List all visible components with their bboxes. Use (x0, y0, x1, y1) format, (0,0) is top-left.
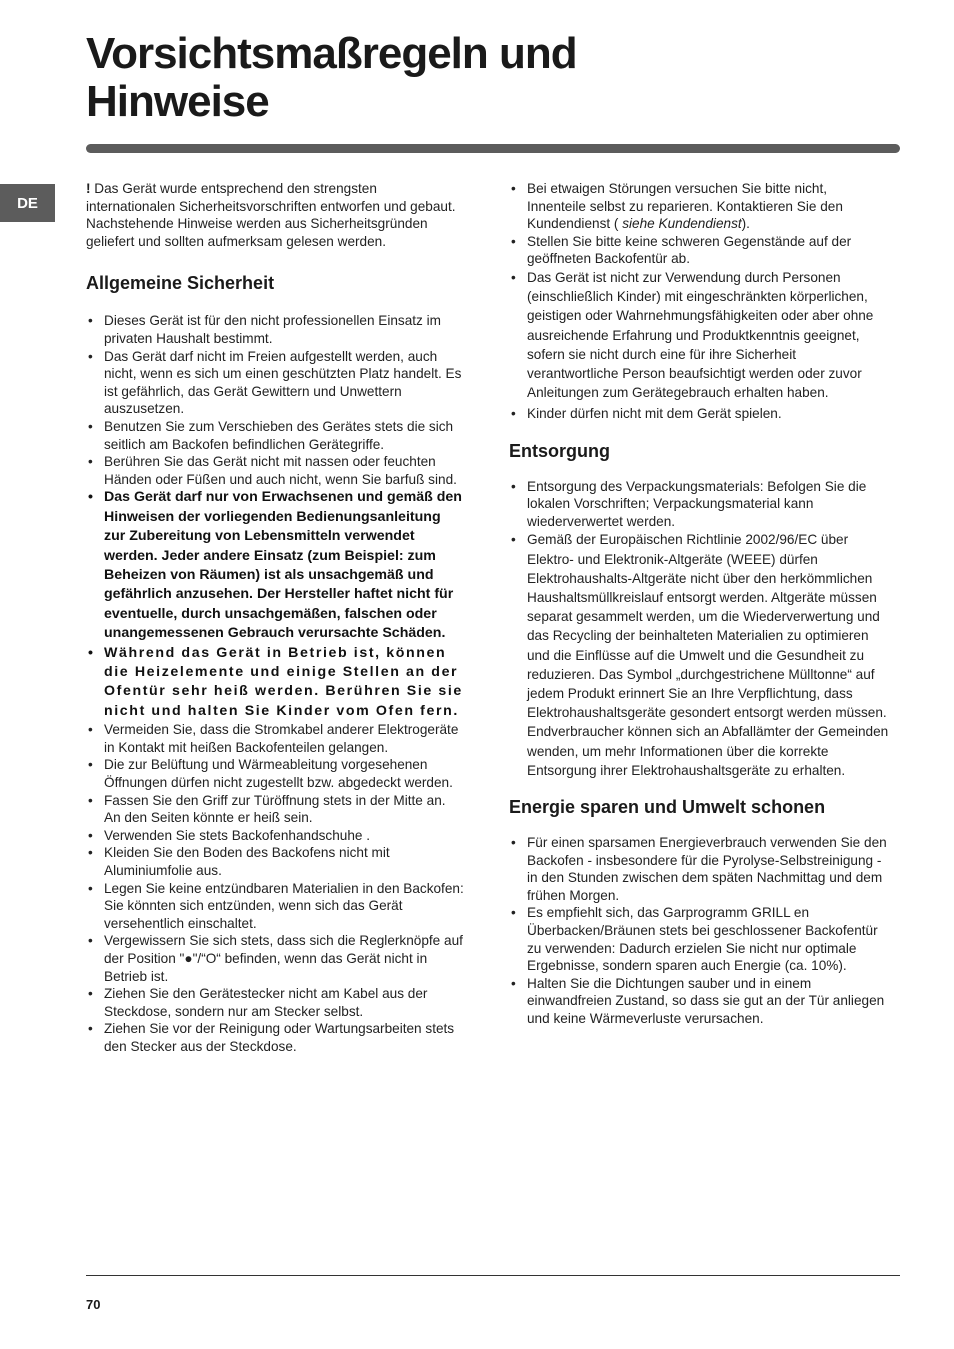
list-item-text: ). (741, 216, 750, 232)
list-item: • Kinder dürfen nicht mit dem Gerät spielen. (509, 404, 889, 423)
list-item: • Berühren Sie das Gerät nicht mit nassen oder feuchten Händen oder Füßen und auch nicht, wenn Sie barfuß sind. (86, 453, 464, 488)
energie-list (509, 834, 889, 1028)
list-item: • Fassen Sie den Griff zur Türöffnung stets in der Mitte an. An den Seiten könnte er heiß sein. (86, 792, 464, 827)
list-item: • Benutzen Sie zum Verschieben des Gerätes stets die sich seitlich am Backofen befindlichen Gerätegriffe. (86, 418, 464, 453)
title-divider (86, 144, 900, 153)
page-number: 70 (86, 1297, 101, 1312)
safety-list-continued (509, 180, 889, 424)
entsorgung-list (509, 478, 889, 780)
title-line-2: Hinweise (86, 77, 269, 126)
list-item: • Stellen Sie bitte keine schweren Gegenstände auf der geöffneten Backofentür ab. (509, 233, 889, 268)
list-item-bold: • Während das Gerät in Betrieb ist, können die Heizelemente und einige Stellen an der Ofentür sehr heiß werden. Berühren Sie sie nicht und halten Sie Kinder vom Ofen fern. (86, 644, 464, 722)
list-item: • Für einen sparsamen Energieverbrauch verwenden Sie den Backofen - insbesondere für die Pyrolyse-Selbstreinigung - in den Stunden zwischen dem späten Nachmittag und dem frühen Morgen. (509, 834, 889, 904)
language-tab: DE (0, 184, 55, 222)
title-line-1: Vorsichtsmaßregeln und (86, 29, 577, 78)
list-item: • Das Gerät ist nicht zur Verwendung durch Personen (einschließlich Kinder) mit eingeschränkten körperlichen, geistigen oder Wahrnehmungsfähigkeiten oder aber ohne ausreichende Erfahrung und Produktkenntnis geeignet, sofern sie nicht durch eine für ihre Sicherheit verantwortliche Person beaufsichtigt werden oder zuvor Anleitungen zum Gerätegebrauch erhalten haben. (509, 268, 889, 402)
heading-allgemeine-sicherheit: Allgemeine Sicherheit (86, 273, 275, 294)
list-item-continuation: Endverbraucher können sich an Abfallämter der Gemeinden wenden, um mehr Informationen über die korrekte Entsorgung ihrer Elektrohaushaltsgeräte zu erhalten. (527, 724, 889, 778)
list-item: • Gemäß der Europäischen Richtlinie 2002/96/EC über Elektro- und Elektronik-Altgeräte (WEEE) dürfen Elektrohaushalts-Altgeräte nicht über den herkömmlichen Haushaltsmüllkreislauf entsorgt werden. Altgeräte müssen separat gesammelt werden, um die Wiederverwertung und das Recycling der beinhalteten Materialien zu optimieren und die Einflüsse auf die Umwelt und die Gesundheit zu reduzieren. Das Symbol „durchgestrichene Mülltonne“ auf jedem Produkt erinnert Sie an Ihre Verpflichtung, dass Elektrohaushaltsgeräte gesondert entsorgt werden müssen. (509, 530, 889, 722)
right-column (509, 180, 889, 1028)
list-item: • Die zur Belüftung und Wärmeableitung vorgesehenen Öffnungen dürfen nicht zugestellt bzw. abgedeckt werden. (86, 756, 464, 791)
list-item: • Ziehen Sie den Gerätestecker nicht am Kabel aus der Steckdose, sondern nur am Stecker selbst. (86, 985, 464, 1020)
list-item: • Dieses Gerät ist für den nicht professionellen Einsatz im privaten Haushalt bestimmt. (86, 312, 464, 347)
list-item: • Halten Sie die Dichtungen sauber und in einem einwandfreien Zustand, so dass sie gut an der Tür anliegen und keine Wärmeverluste verursachen. (509, 975, 889, 1028)
list-item: • Legen Sie keine entzündbaren Materialien in den Backofen: Sie könnten sich entzünden, wenn sich das Gerät versehentlich einschaltet. (86, 880, 464, 933)
list-item: • Vermeiden Sie, dass die Stromkabel anderer Elektrogeräte in Kontakt mit heißen Backofenteilen gelangen. (86, 721, 464, 756)
list-item-bold: • Das Gerät darf nur von Erwachsenen und gemäß den Hinweisen der vorliegenden Bedienungsanleitung zur Zubereitung von Lebensmitteln verwendet werden. Jeder andere Einsatz (zum Beispiel: zum Beheizen von Räumen) ist als unsachgemäß und gefährlich anzusehen. Der Hersteller haftet nicht für eventuelle, durch unsachgemäßen, falschen oder unangemessenen Gebrauch verursachte Schäden. (86, 488, 464, 643)
warning-mark: ! (86, 181, 91, 196)
list-item (509, 180, 889, 233)
page-title (86, 30, 906, 126)
left-column (86, 180, 464, 1055)
allgemeine-list (86, 312, 464, 1055)
list-item: • Verwenden Sie stets Backofenhandschuhe . (86, 827, 464, 845)
list-item: • Ziehen Sie vor der Reinigung oder Wartungsarbeiten stets den Stecker aus der Steckdose. (86, 1020, 464, 1055)
list-item: • Das Gerät darf nicht im Freien aufgestellt werden, auch nicht, wenn es sich um einen geschützten Platz handelt. Es ist gefährlich, das Gerät Gewittern und Unwettern auszusetzen. (86, 348, 464, 418)
intro-text: Das Gerät wurde entsprechend den strengsten internationalen Sicherheitsvorschriften entworfen und gebaut. Nachstehende Hinweise werden aus Sicherheitsgründen geliefert und sollten aufmerksam gelesen werden. (86, 181, 456, 249)
list-item: • Vergewissern Sie sich stets, dass sich die Reglerknöpfe auf der Position "●"/“O“ befinden, wenn das Gerät nicht in Betrieb ist. (86, 932, 464, 985)
list-item: • Es empfiehlt sich, das Garprogramm GRILL en Überbacken/Bräunen stets bei geschlossener Backofentür zu verwenden: Dadurch erzielen Sie nicht nur optimale Ergebnisse, sondern sparen auch Energie (ca. 10%). (509, 904, 889, 974)
kundendienst-reference: siehe Kundendienst (618, 216, 742, 232)
list-item: • Kleiden Sie den Boden des Backofens nicht mit Aluminiumfolie aus. (86, 844, 464, 879)
footer-divider (86, 1275, 900, 1276)
heading-entsorgung: Entsorgung (509, 440, 610, 461)
intro-paragraph (86, 180, 464, 250)
list-item-text: Bei etwaigen Störungen versuchen Sie bitte nicht, Innenteile selbst zu reparieren. Kontaktieren Sie den Kundendienst ( (527, 181, 843, 232)
heading-energie-sparen: Energie sparen und Umwelt schonen (509, 797, 826, 818)
list-item: • Entsorgung des Verpackungsmaterials: Befolgen Sie die lokalen Vorschriften; Verpackungsmaterial kann wiederverwertet werden. (509, 478, 889, 531)
